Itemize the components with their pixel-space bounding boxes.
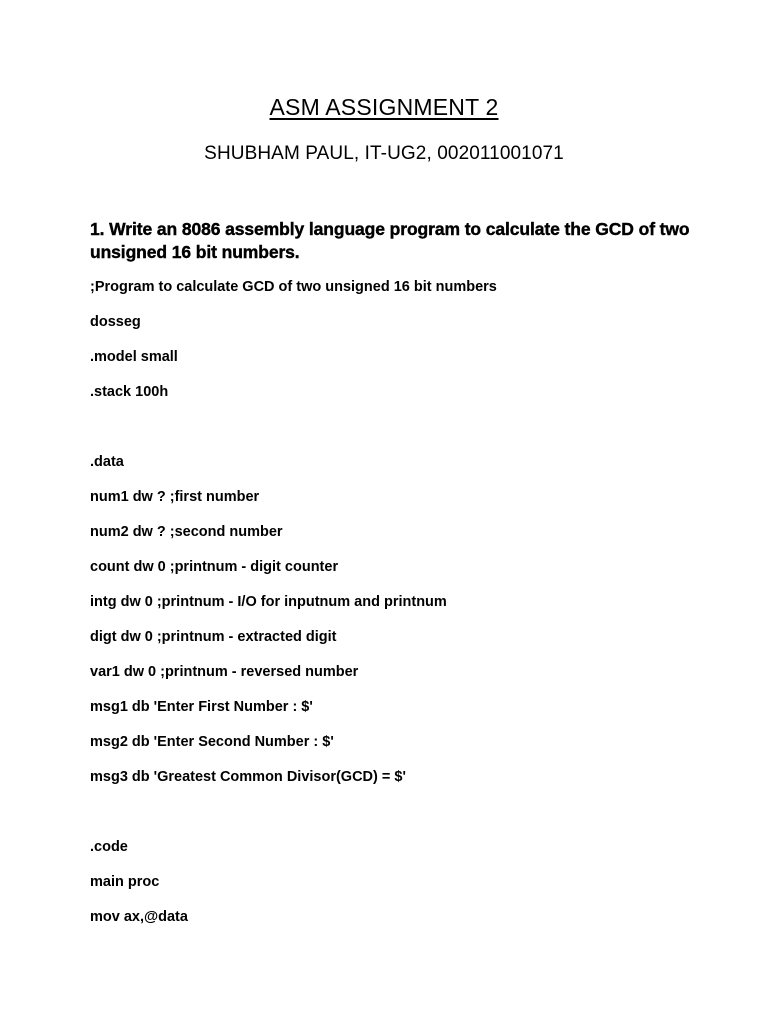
question-heading: 1. Write an 8086 assembly language program to calculate the GCD of two unsigned 16 bit numbers.: [90, 219, 690, 262]
code-line: msg3 db 'Greatest Common Divisor(GCD) = $': [90, 769, 406, 785]
code-line: ;Program to calculate GCD of two unsigned 16 bit numbers: [90, 279, 497, 295]
code-line: digt dw 0 ;printnum - extracted digit: [90, 629, 337, 645]
code-line: msg1 db 'Enter First Number : $': [90, 699, 313, 715]
code-line: main proc: [90, 874, 160, 890]
code-line: msg2 db 'Enter Second Number : $': [90, 734, 334, 750]
code-line: mov ax,@data: [90, 909, 188, 925]
code-line: num1 dw ? ;first number: [90, 489, 260, 505]
code-line: var1 dw 0 ;printnum - reversed number: [90, 664, 359, 680]
code-line: dosseg: [90, 314, 141, 330]
code-line: .data: [90, 454, 124, 470]
code-line: intg dw 0 ;printnum - I/O for inputnum and printnum: [90, 594, 447, 610]
author-line: SHUBHAM PAUL, IT-UG2, 002011001071: [204, 143, 564, 164]
code-line: count dw 0 ;printnum - digit counter: [90, 559, 339, 575]
code-line: .stack 100h: [90, 384, 169, 400]
code-line: .model small: [90, 349, 178, 365]
code-line: num2 dw ? ;second number: [90, 524, 283, 540]
document-title: ASM ASSIGNMENT 2: [269, 94, 499, 120]
code-line: .code: [90, 839, 128, 855]
